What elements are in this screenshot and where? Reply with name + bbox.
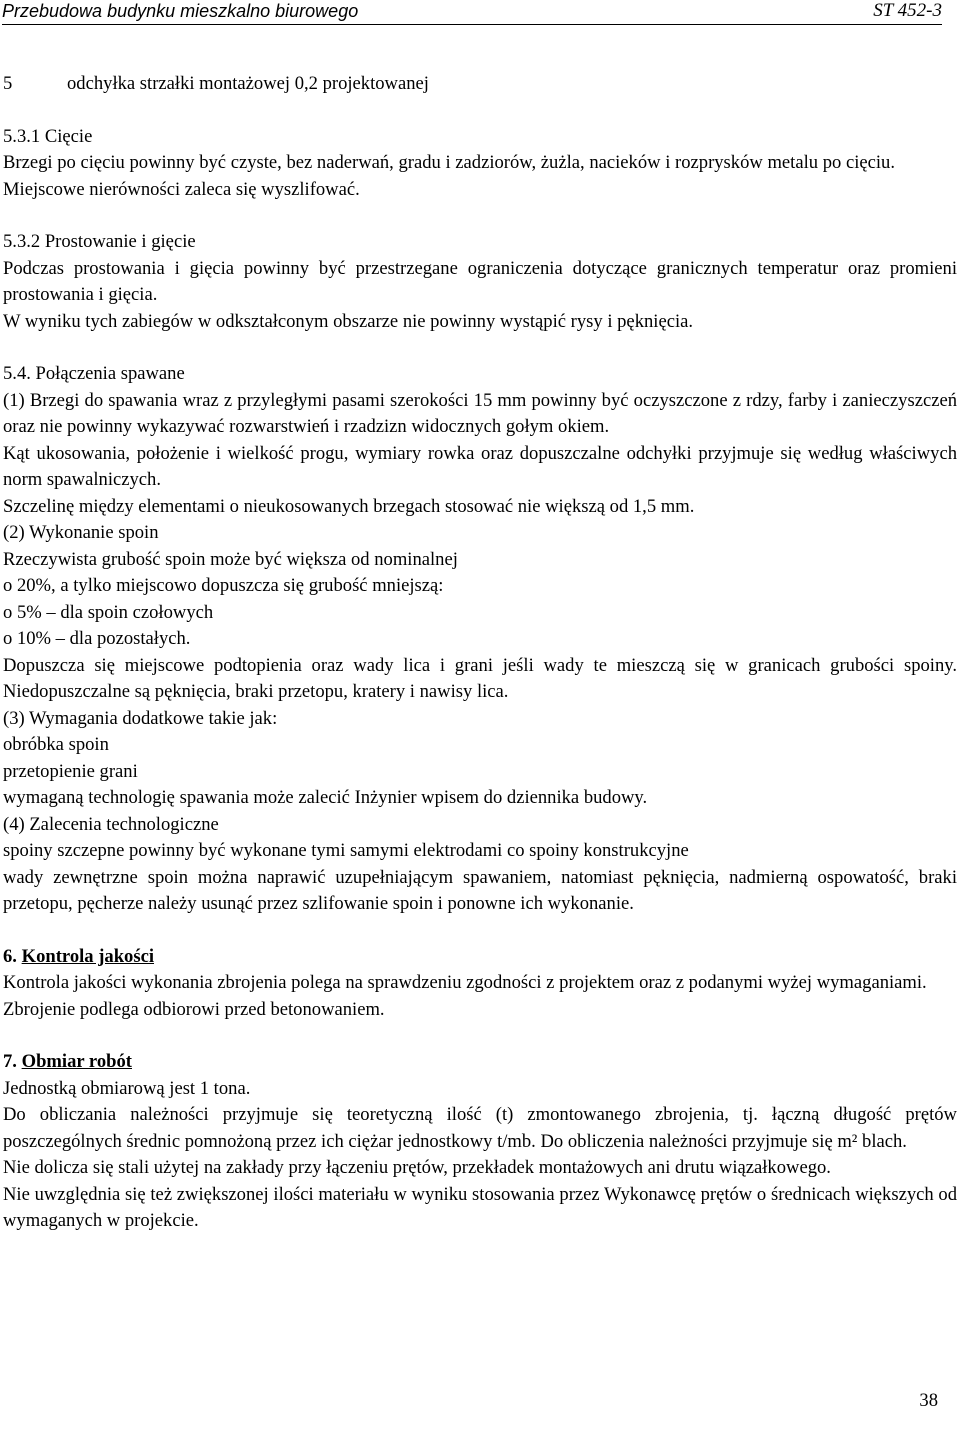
paragraph: Nie dolicza się stali użytej na zakłady przy łączeniu prętów, przekładek montażowych ani drutu wiązałkowego.	[3, 1157, 831, 1178]
paragraph: spoiny szczepne powinny być wykonane tymi samymi elektrodami co spoiny konstrukcyjne	[3, 840, 689, 861]
paragraph: Miejscowe nierówności zaleca się wyszlifować.	[3, 178, 360, 200]
paragraph: Zbrojenie podlega odbiorowi przed betonowaniem.	[3, 998, 385, 1020]
specification-code: ST 452-3	[873, 0, 942, 21]
section-6-title: Kontrola jakości	[21, 945, 155, 967]
paragraph: Rzeczywista grubość spoin może być większa od nominalnej	[3, 548, 458, 570]
section-7-number: 7.	[3, 1051, 17, 1072]
paragraph: Kontrola jakości wykonania zbrojenia polega na sprawdzeniu zgodności z projektem oraz z podanymi wyżej wymaganiami.	[3, 972, 927, 993]
paragraph: Brzegi po cięciu powinny być czyste, bez naderwań, gradu i zadziorów, żużla, nacieków i rozprysków metalu po cięciu.	[3, 152, 895, 173]
paragraph: (1) Brzegi do spawania wraz z przyległymi pasami szerokości 15 mm powinny być oczyszczone z rdzy, farby i zanieczyszczeń oraz nie powinny wykazywać rozwarstwień i rzadzizn widocznych gołym okiem.	[3, 389, 957, 437]
page-header	[2, 0, 942, 25]
paragraph: Kąt ukosowania, położenie i wielkość progu, wymiary rowka oraz dopuszczalne odchyłki przyjmuje się według właściwych norm spawalniczych.	[3, 442, 957, 490]
paragraph: wady zewnętrzne spoin można naprawić uzupełniającym spawaniem, natomiast pęknięcia, nadmierną ospowatość, braki przetopu, pęcherze należy usunąć przez szlifowanie spoin i ponowne ich wykonanie.	[3, 866, 957, 914]
paragraph: o 10% – dla pozostałych.	[3, 628, 191, 649]
page-number: 38	[919, 1390, 938, 1411]
paragraph: Nie uwzględnia się też zwiększonej ilości materiału w wyniku stosowania przez Wykonawcę prętów o średnicach większych od wymaganych w projekcie.	[3, 1183, 957, 1231]
section-7-title: Obmiar robót	[21, 1051, 132, 1072]
paragraph: obróbka spoin	[3, 734, 109, 755]
paragraph: Jednostką obmiarową jest 1 tona.	[3, 1077, 251, 1099]
section-5-3-1-heading: 5.3.1 Cięcie	[3, 125, 93, 147]
document-title: Przebudowa budynku mieszkalno biurowego	[2, 1, 359, 21]
intro-number: 5	[3, 73, 13, 94]
intro-text: odchyłka strzałki montażowej 0,2 projektowanej	[67, 73, 429, 94]
paragraph: Szczelinę między elementami o nieukosowanych brzegach stosować nie większą od 1,5 mm.	[3, 495, 695, 517]
section-6-heading	[3, 944, 957, 971]
section-7-heading	[3, 1049, 957, 1076]
paragraph: Podczas prostowania i gięcia powinny być przestrzegane ograniczenia dotyczące granicznych temperatur oraz promieni prostowania i gięcia.	[3, 257, 957, 305]
paragraph: (2) Wykonanie spoin	[3, 522, 159, 543]
paragraph: przetopienie grani	[3, 760, 138, 782]
paragraph: wymaganą technologię spawania może zalecić Inżynier wpisem do dziennika budowy.	[3, 787, 648, 808]
paragraph: Dopuszcza się miejscowe podtopienia oraz wady lica i grani jeśli wady te mieszczą się w granicach grubości spoiny. Niedopuszczalne są pęknięcia, braki przetopu, kratery i nawisy lica.	[3, 654, 957, 702]
section-5-4-heading: 5.4. Połączenia spawane	[3, 363, 185, 384]
paragraph: (3) Wymagania dodatkowe takie jak:	[3, 707, 278, 729]
section-6-number: 6.	[3, 945, 17, 967]
section-5-3-2-heading: 5.3.2 Prostowanie i gięcie	[3, 231, 196, 252]
document-body	[3, 71, 957, 1235]
paragraph: o 5% – dla spoin czołowych	[3, 601, 214, 623]
paragraph: (4) Zalecenia technologiczne	[3, 813, 219, 835]
paragraph: Do obliczania należności przyjmuje się teoretyczną ilość (t) zmontowanego zbrojenia, tj. łączną długość prętów poszczególnych średnic pomnożoną przez ich ciężar jednostkowy t/mb. Do obliczenia należności przyjmuje się m² blach.	[3, 1104, 957, 1152]
paragraph: W wyniku tych zabiegów w odkształconym obszarze nie powinny wystąpić rysy i pęknięcia.	[3, 310, 694, 332]
paragraph: o 20%, a tylko miejscowo dopuszcza się grubość mniejszą:	[3, 575, 444, 596]
intro-line	[3, 71, 957, 98]
